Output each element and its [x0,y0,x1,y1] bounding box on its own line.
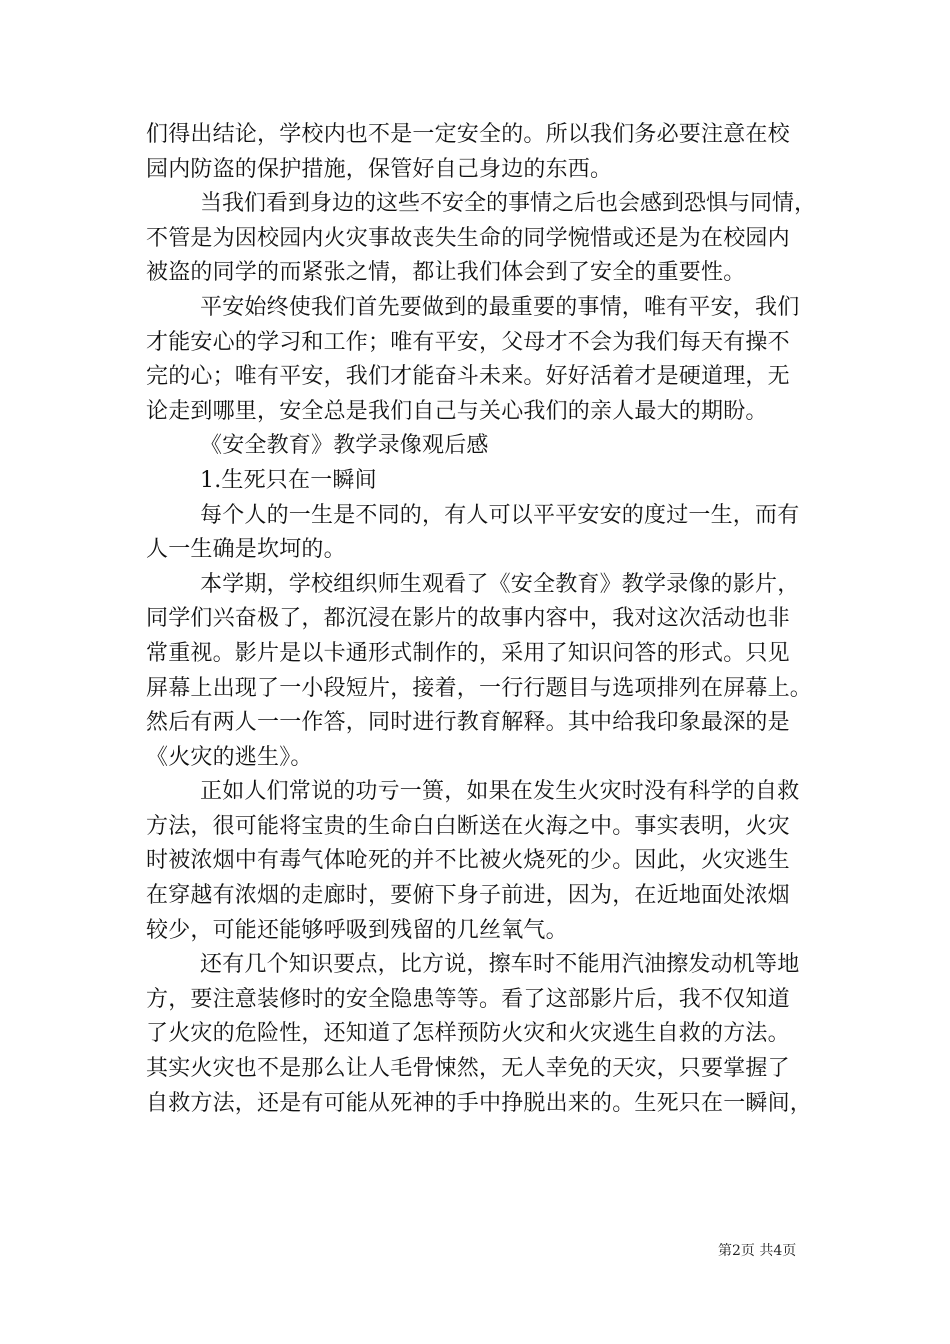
paragraph [146,948,816,1121]
text-line: 屏幕上出现了一小段短片，接着，一行行题目与选项排列在屏幕上。 [146,675,813,701]
text-line: 方，要注意装修时的安全隐患等等。看了这部影片后，我不仅知道 [146,986,790,1012]
paragraph [146,291,816,429]
text-line: 了火灾的危险性，还知道了怎样预防火灾和火灾逃生自救的方法。 [146,1021,790,1047]
text-line: 园内防盗的保护措施，保管好自己身边的东西。 [146,156,613,182]
text-line: 1.生死只在一瞬间 [200,467,377,493]
page-label-middle: 页 共 [740,1243,774,1259]
paragraph [146,187,816,291]
text-line: 人一生确是坎坷的。 [146,537,346,563]
text-line: 论走到哪里，安全总是我们自己与关心我们的亲人最大的期盼。 [146,398,768,424]
text-line: 们得出结论，学校内也不是一定安全的。所以我们务必要注意在校 [146,122,790,147]
text-line: 同学们兴奋极了，都沉浸在影片的故事内容中，我对这次活动也非 [146,606,790,632]
document-body [146,118,816,1121]
paragraph [146,118,816,187]
paragraph [146,464,816,499]
page-label-suffix: 页 [782,1243,797,1259]
text-line: 较少，可能还能够呼吸到残留的几丝氧气。 [146,917,568,943]
text-line: 方法，很可能将宝贵的生命白白断送在火海之中。事实表明，火灾 [146,813,790,839]
text-line: 本学期，学校组织师生观看了《安全教育》教学录像的影片， [200,571,800,597]
text-line: 《安全教育》教学录像观后感 [200,433,489,459]
text-line: 才能安心的学习和工作；唯有平安，父母才不会为我们每天有操不 [146,329,790,355]
current-page-number: 2 [732,1243,741,1259]
paragraph [146,775,816,948]
text-line: 正如人们常说的功亏一篑，如果在发生火灾时没有科学的自救 [200,779,800,805]
text-line: 当我们看到身边的这些不安全的事情之后也会感到恐惧与同情， [200,191,816,217]
text-line: 常重视。影片是以卡通形式制作的，采用了知识问答的形式。只见 [146,640,790,666]
page-footer [718,1242,796,1260]
text-line: 然后有两人一一作答，同时进行教育解释。其中给我印象最深的是 [146,710,790,736]
text-line: 其实火灾也不是那么让人毛骨悚然，无人幸免的天灾，只要掌握了 [146,1056,790,1082]
text-line: 每个人的一生是不同的，有人可以平平安安的度过一生，而有 [200,502,800,528]
text-line: 还有几个知识要点，比方说，擦车时不能用汽油擦发动机等地 [200,952,800,978]
text-line: 自救方法，还是有可能从死神的手中挣脱出来的。生死只在一瞬间， [146,1090,813,1116]
total-pages-number: 4 [773,1243,783,1259]
text-line: 被盗的同学的而紧张之情，都让我们体会到了安全的重要性。 [146,260,746,286]
paragraph [146,429,816,464]
paragraph [146,499,816,568]
text-line: 时被浓烟中有毒气体呛死的并不比被火烧死的少。因此，火灾逃生 [146,848,790,874]
text-line: 平安始终使我们首先要做到的最重要的事情，唯有平安，我们 [200,294,800,320]
text-line: 完的心；唯有平安，我们才能奋斗未来。好好活着才是硬道理，无 [146,364,790,390]
text-line: 不管是为因校园内火灾事故丧失生命的同学惋惜或还是为在校园内 [146,225,790,251]
paragraph [146,568,816,776]
text-line: 《火灾的逃生》。 [146,744,313,770]
text-line: 在穿越有浓烟的走廊时，要俯下身子前进，因为，在近地面处浓烟 [146,883,790,909]
page-label-prefix: 第 [718,1243,732,1259]
